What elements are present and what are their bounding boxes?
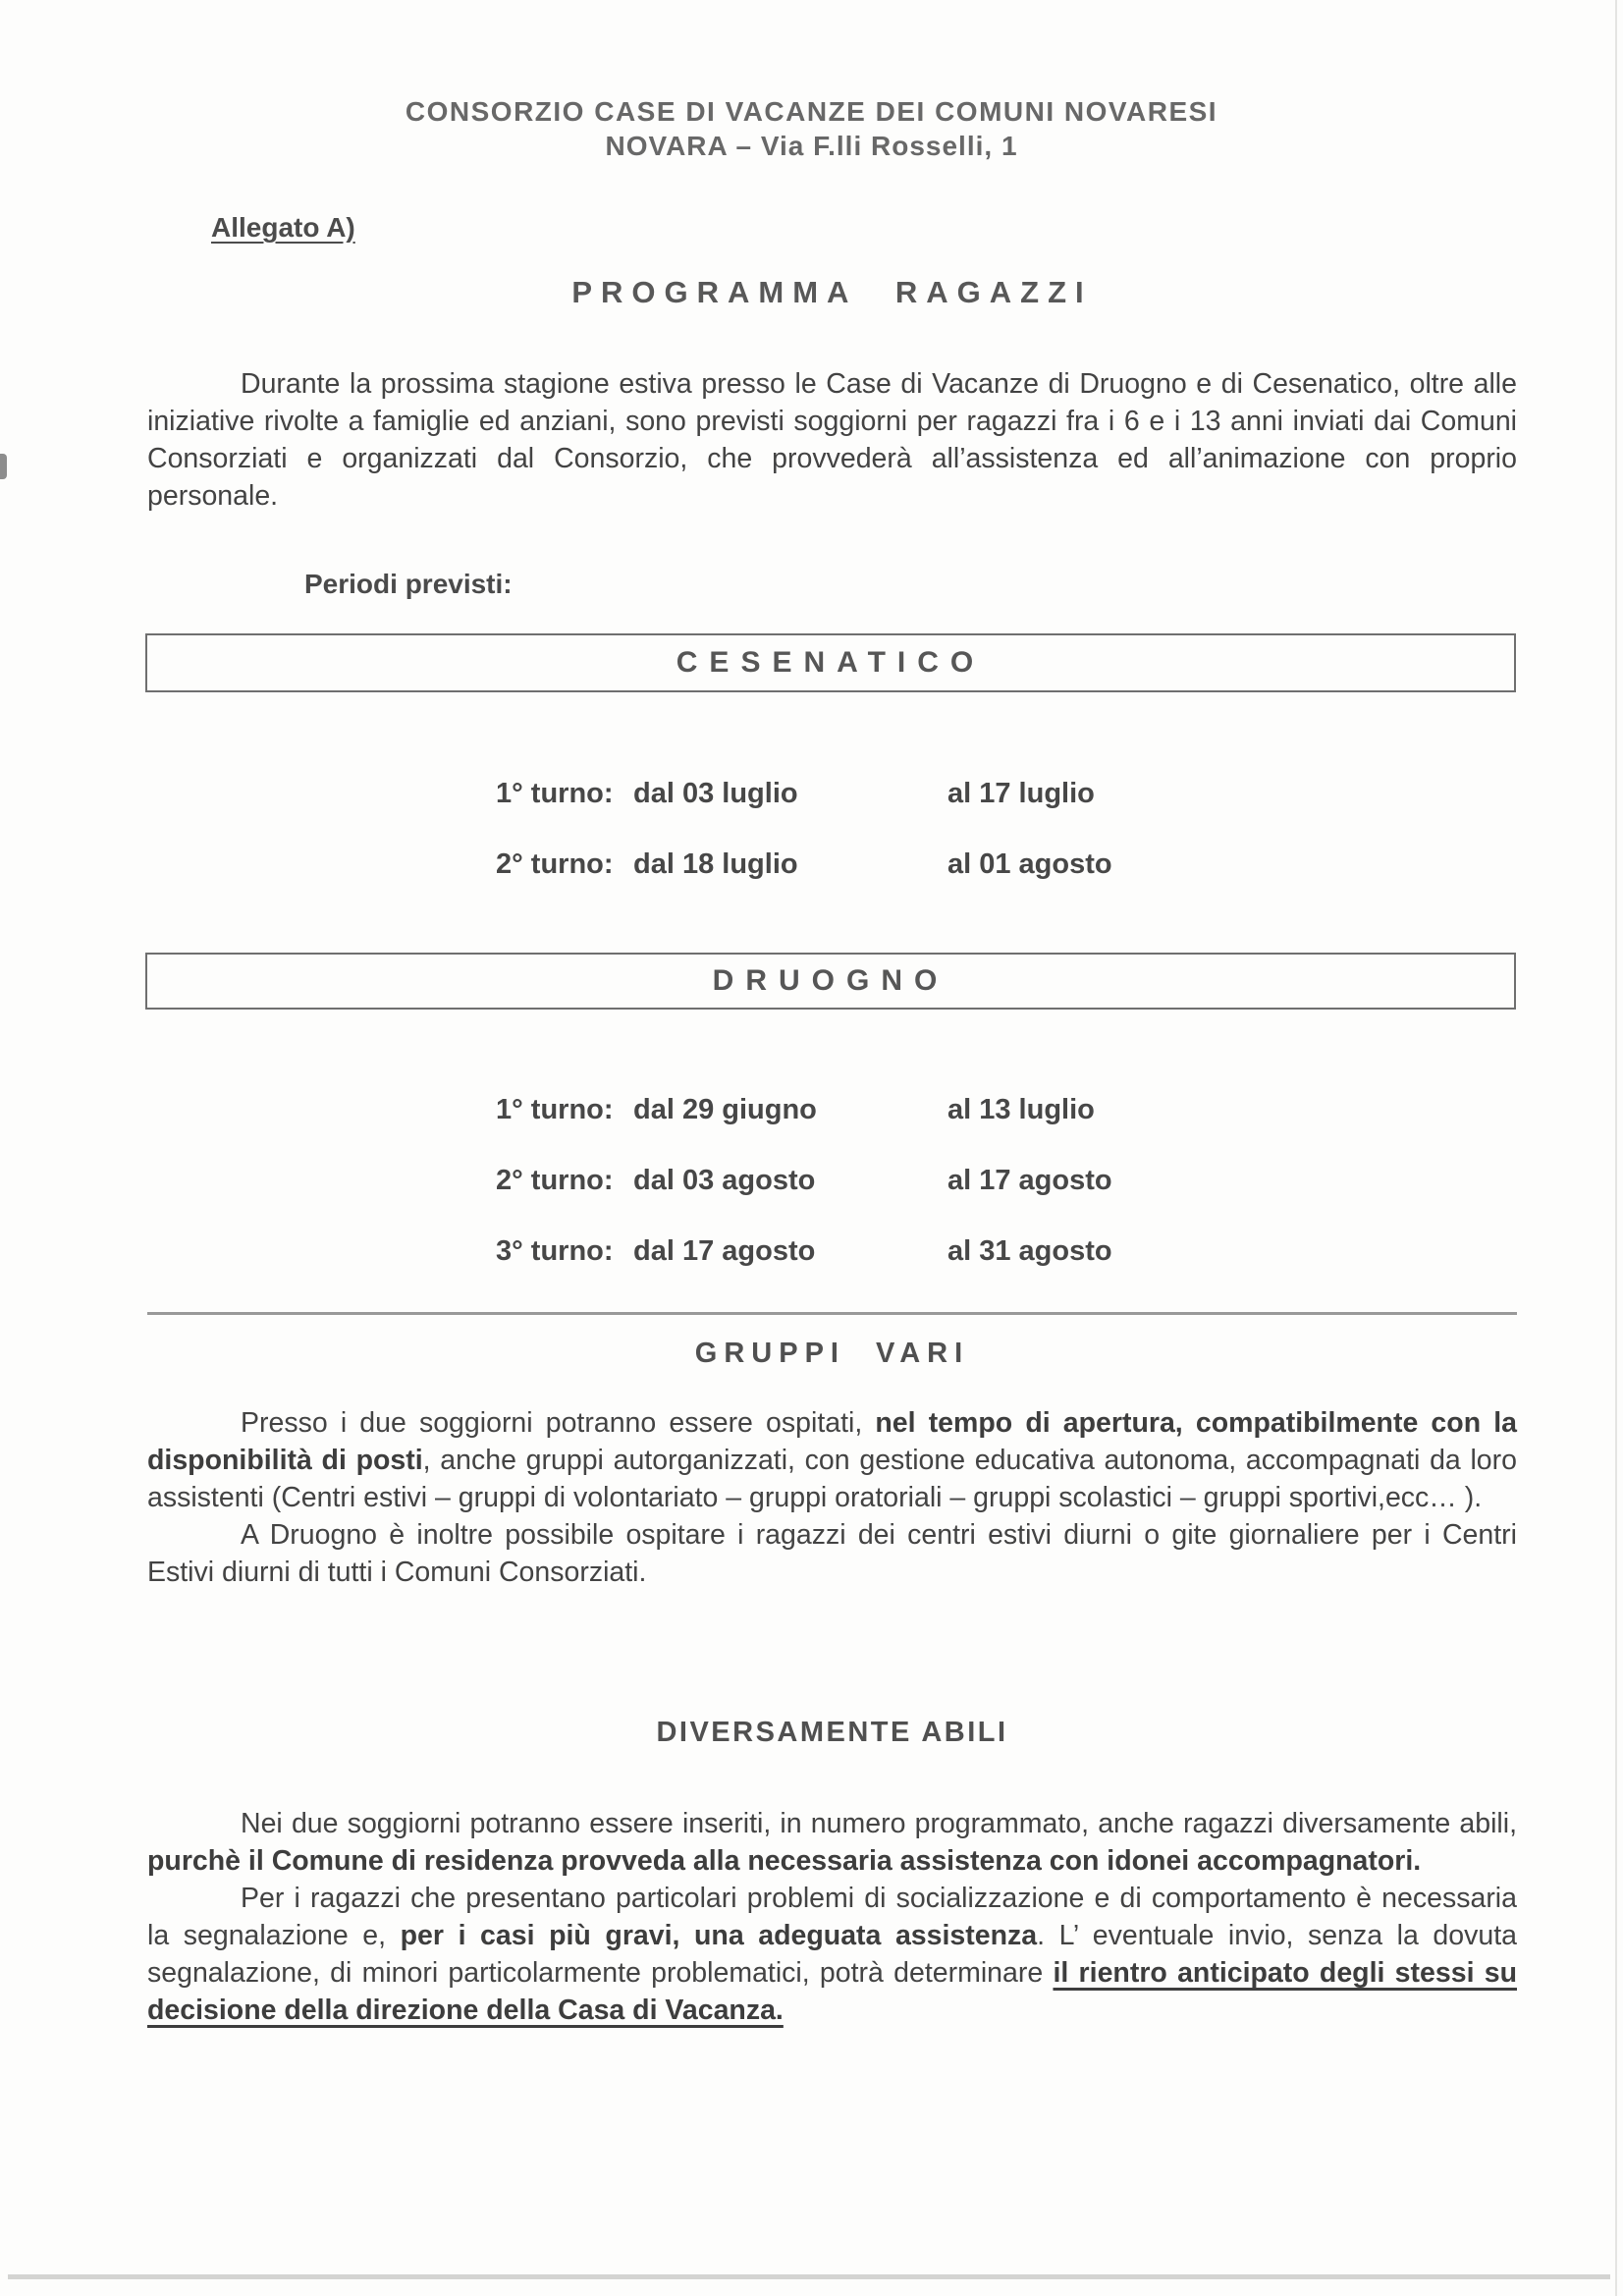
turn-from: dal 29 giugno xyxy=(633,1094,817,1125)
text-segment: il rientro anticipato degli stessi su decisione della direzione della Casa di Vacanza. xyxy=(147,1957,1517,2026)
turn-label: 2° turno: xyxy=(496,848,614,880)
turn-label: 3° turno: xyxy=(496,1235,614,1267)
diversamente-abili-paragraph-2 xyxy=(147,1880,1517,2029)
turn-label: 1° turno: xyxy=(496,1094,614,1125)
turn-from: dal 03 luglio xyxy=(633,778,798,809)
turn-row xyxy=(496,845,1112,884)
text-segment: nel tempo di apertura, compatibilmente con la disponibilità di posti xyxy=(147,1407,1517,1476)
section-divider xyxy=(147,1312,1517,1315)
gruppi-vari-section xyxy=(147,1404,1517,1591)
turn-to: al 17 agosto xyxy=(947,1165,1112,1196)
periods-label: Periodi previsti: xyxy=(304,569,513,599)
gruppi-vari-paragraph-2 xyxy=(147,1516,1517,1591)
text-segment: , anche gruppi autorganizzati, con gestione educativa autonoma, accompagnati da loro assistenti (Centri estivi – gruppi di volontariato – gruppi oratoriali – gruppi scolastici – gruppi sportivi,ecc… ). xyxy=(147,1445,1518,1513)
turn-to: al 13 luglio xyxy=(947,1094,1095,1125)
intro-paragraph: Durante la prossima stagione estiva presso le Case di Vacanze di Druogno e di Cesenatico, oltre alle iniziative rivolte a famiglie ed anziani, sono previsti soggiorni per ragazzi fra i 6 e i 13 anni inviati dai Comuni Consorziati e organizzati dal Consorzio, che provvederà all’assistenza ed all’animazione con proprio personale. xyxy=(147,368,1517,512)
turn-row xyxy=(496,1090,1112,1129)
turn-row xyxy=(496,1231,1112,1271)
turn-to: al 31 agosto xyxy=(947,1235,1112,1267)
diversamente-abili-section xyxy=(147,1805,1517,2029)
druogno-heading: DRUOGNO xyxy=(712,964,949,997)
text-segment: Per i ragazzi che presentano particolari problemi di socializzazione e di comportamento è necessaria la segnalazione e, xyxy=(147,1883,1517,1951)
turn-row xyxy=(496,774,1112,813)
text-segment: Presso i due soggiorni potranno essere ospitati, xyxy=(241,1407,876,1439)
document-header xyxy=(0,94,1623,163)
turn-to: al 17 luglio xyxy=(947,778,1095,809)
turn-row xyxy=(496,1161,1112,1200)
text-segment: per i casi più gravi, una adeguata assistenza xyxy=(400,1920,1038,1951)
attachment-label xyxy=(211,212,355,244)
turn-to: al 01 agosto xyxy=(947,848,1112,880)
diversamente-abili-paragraph-1 xyxy=(147,1805,1517,1880)
text-segment: purchè il Comune di residenza provveda alla necessaria assistenza con idonei accompagnatori. xyxy=(147,1845,1422,1877)
scan-edge-right xyxy=(1615,0,1617,2296)
gruppi-vari-paragraph-1 xyxy=(147,1404,1517,1516)
cesenatico-turns xyxy=(496,774,1112,915)
cesenatico-heading: CESENATICO xyxy=(676,646,986,679)
scan-smudge-left xyxy=(0,454,7,479)
turn-from: dal 18 luglio xyxy=(633,848,798,880)
text-segment: Nei due soggiorni potranno essere inseriti, in numero programmato, anche ragazzi diversamente abili, xyxy=(241,1808,1517,1839)
intro-section xyxy=(147,365,1517,515)
org-address: NOVARA – Via F.lli Rosselli, 1 xyxy=(605,131,1018,161)
page-title: PROGRAMMA RAGAZZI xyxy=(571,275,1093,309)
druogno-heading-box xyxy=(145,953,1516,1010)
org-name: CONSORZIO CASE DI VACANZE DEI COMUNI NOVARESI xyxy=(405,96,1218,127)
turn-from: dal 17 agosto xyxy=(633,1235,816,1267)
diversamente-abili-heading: DIVERSAMENTE ABILI xyxy=(656,1717,1008,1748)
turn-label: 1° turno: xyxy=(496,778,614,809)
scan-edge-bottom xyxy=(8,2274,1610,2279)
text-segment: A Druogno è inoltre possibile ospitare i ragazzi dei centri estivi diurni o gite giornaliere per i Centri Estivi diurni di tutti i Comuni Consorziati. xyxy=(147,1519,1517,1588)
gruppi-vari-heading: GRUPPI VARI xyxy=(694,1338,970,1369)
cesenatico-heading-box xyxy=(145,633,1516,692)
attachment-label-text: Allegato A) xyxy=(211,212,355,243)
druogno-turns xyxy=(496,1090,1112,1302)
turn-from: dal 03 agosto xyxy=(633,1165,816,1196)
turn-label: 2° turno: xyxy=(496,1165,614,1196)
text-segment: . L’ eventuale invio, senza la dovuta segnalazione, di minori particolarmente problematici, potrà determinare xyxy=(147,1920,1517,1989)
